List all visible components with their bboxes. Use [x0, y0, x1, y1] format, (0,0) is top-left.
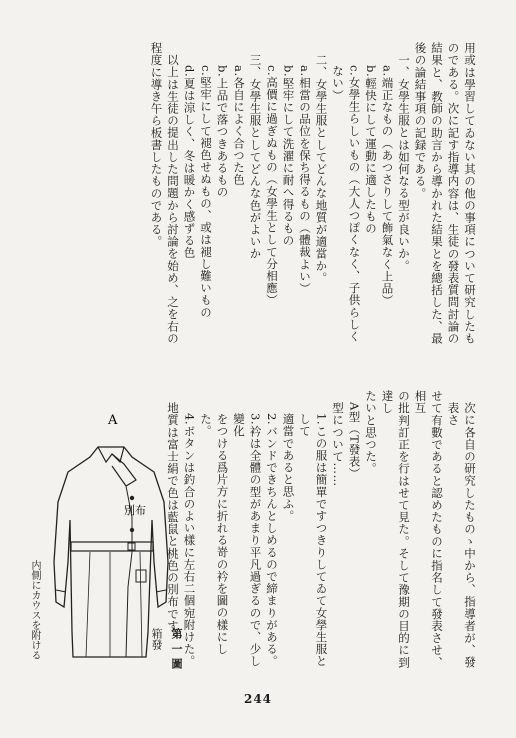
text-column: 程度に導き午ら板書したものである。 — [149, 42, 164, 248]
page-number: 244 — [243, 692, 273, 706]
text-column: ない） — [331, 65, 345, 102]
text-column: 二、女學生服としてどんな地質が適當か。 — [314, 53, 329, 284]
figure-letter: A — [108, 413, 118, 428]
text-column: 地質は富士絹で色は藍鼠と桃色の別布です。 — [166, 401, 180, 644]
text-column: 用或は學習してゐない其の他の事項について研究したも — [463, 42, 477, 345]
text-column: 4.ボタンは釣合のよい樣に左右二個宛附けた。 — [182, 413, 197, 668]
text-column: 1.この服は簡單ですつきりしてゐて女學生服として — [298, 413, 329, 668]
text-column: 後の論結事項の記録である。 — [413, 42, 428, 200]
text-column: b.堅牢にして洗濯に耐へ得るもの — [281, 65, 296, 247]
text-column: a.相當の品位を保ち得るもの（體裁よい） — [298, 65, 312, 295]
text-column: c.高價に過ぎぬもの（女學生として分相應） — [265, 65, 279, 307]
belt — [71, 542, 153, 551]
label-pocket: 箱發 — [150, 628, 163, 650]
label-inside-cuffs: 内側にカウスを附ける — [29, 560, 40, 660]
text-column: のである。次に記す指導内容は、生徒の發表質問討論の — [446, 42, 461, 345]
pocket — [136, 570, 146, 582]
text-column: A型（T發表） — [347, 401, 362, 480]
figure-caption: 第一圖 — [170, 628, 183, 673]
text-column: 型について…… — [331, 401, 345, 487]
upper-text-block — [46, 42, 478, 362]
text-column: 適當であると思ふ。 — [281, 413, 296, 522]
text-column: b.上品で落つきあるもの — [215, 65, 230, 199]
text-column: c.女學生らしいもの（大人つぽくなく、子供らしく — [347, 65, 362, 343]
text-column: 次に各自の研究したものゝ中から、指導者が、發表さ — [446, 401, 477, 668]
text-column: 三、女學生服としてどんな色がよいか — [248, 53, 263, 260]
collar-flap — [112, 454, 136, 486]
text-column: d.夏は涼しく、冬は暖かく感ずる色 — [182, 65, 197, 259]
button-upper — [130, 496, 134, 500]
text-column: 一、女學生服とは如何なる型が良いか。 — [397, 53, 411, 272]
text-column: a.端正なもの（あつさりして飾氣なく上品） — [380, 65, 395, 307]
skirt-pleats — [86, 552, 142, 657]
text-column: の批判訂正を行はせて見た。そして豫期の目的に到達し — [380, 390, 411, 669]
text-column: たいと思つた。 — [364, 390, 378, 475]
text-column: せて有數であると認めたものに指名して發表させ、相互 — [413, 390, 444, 669]
text-column: 2.バンドできちんとしめるので締まりがある。 — [265, 413, 279, 668]
text-column: 結果と、教師の助言から導かれた結果とを總括した、最 — [430, 42, 444, 345]
coat-outline — [54, 447, 168, 657]
text-column: a.各自によく合つた色 — [232, 65, 246, 186]
text-column: 3.衿は全體の型があまり平凡過ぎるので、少し變化 — [232, 413, 263, 668]
text-column: c.堅牢にして褪色せぬもの、或は褪し難いもの — [199, 65, 213, 319]
text-column: 以上は生徒の提出した問題から討論を始め、之を右の — [166, 53, 180, 344]
text-column: をつける爲片方に折れる嵜の衿を圖の樣にした。 — [199, 413, 230, 655]
collar-shape — [98, 447, 124, 462]
text-column: b.輕快にして運動に適したもの — [364, 65, 378, 235]
label-bekkfu: 別布 — [124, 504, 146, 517]
button-lower — [130, 528, 134, 532]
